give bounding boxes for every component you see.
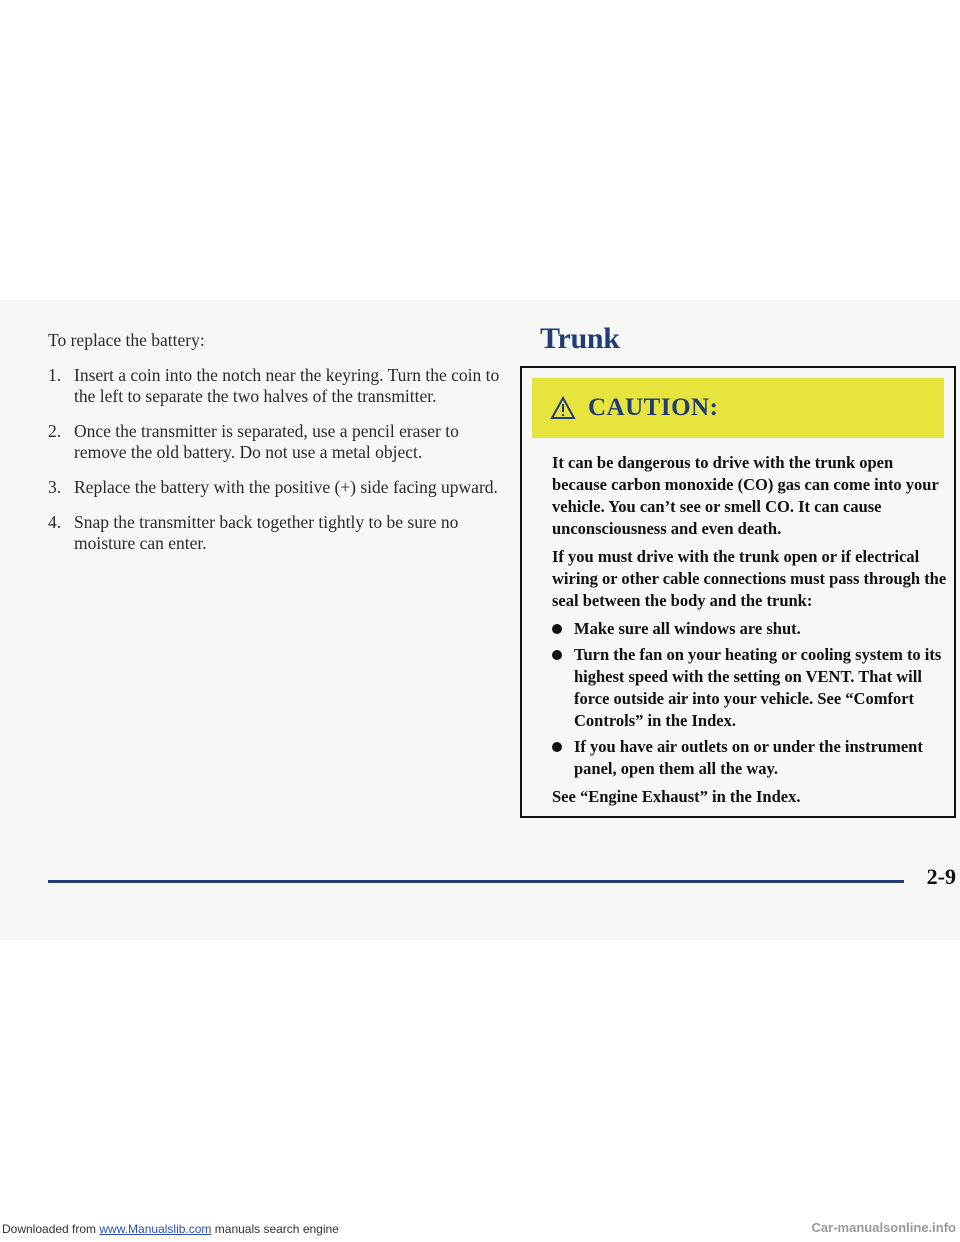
battery-step: [48, 421, 508, 463]
footer-suffix: manuals search engine: [211, 1222, 339, 1236]
bullet-text: If you have air outlets on or under the instrument panel, open them all the way.: [574, 737, 923, 778]
battery-step: [48, 512, 508, 554]
bullet-dot-icon: [552, 742, 562, 752]
caution-paragraph: If you must drive with the trunk open or if electrical wiring or other cable connections must pass through the seal between the body and the trunk:: [552, 547, 947, 610]
bullet-dot-icon: [552, 650, 562, 660]
caution-body: [552, 452, 952, 814]
bullet-text: Turn the fan on your heating or cooling system to its highest speed with the setting on VENT. That will force outside air into your vehicle. See “Comfort Controls” in the Index.: [574, 645, 942, 730]
warning-triangle-icon: [550, 396, 576, 420]
battery-step: [48, 477, 508, 498]
battery-steps-list: [48, 365, 508, 554]
section-title-trunk: Trunk: [540, 322, 620, 355]
step-text: Replace the battery with the positive (+) side facing upward.: [74, 477, 498, 497]
page-number: 2-9: [926, 864, 956, 889]
bullet-text: Make sure all windows are shut.: [574, 619, 801, 638]
battery-step: [48, 365, 508, 407]
step-number: 2.: [48, 421, 62, 441]
step-text: Insert a coin into the notch near the keyring. Turn the coin to the left to separate the two halves of the transmitter.: [74, 365, 500, 406]
manualslib-link[interactable]: www.Manualslib.com: [99, 1222, 212, 1236]
footer-prefix: Downloaded from: [2, 1222, 100, 1236]
caution-closing: See “Engine Exhaust” in the Index.: [552, 787, 801, 806]
download-footer: [2, 1222, 339, 1236]
step-number: 3.: [48, 477, 62, 497]
page-divider-rule: [48, 880, 904, 883]
step-text: Snap the transmitter back together tightly to be sure no moisture can enter.: [74, 512, 459, 553]
step-number: 4.: [48, 512, 62, 532]
caution-bullet: [552, 736, 952, 780]
watermark: Car-manualsonline.info: [811, 1220, 956, 1235]
step-number: 1.: [48, 365, 62, 385]
caution-label: CAUTION:: [588, 394, 719, 421]
caution-box: [520, 366, 956, 818]
battery-instructions: [48, 330, 508, 568]
step-text: Once the transmitter is separated, use a pencil eraser to remove the old battery. Do not use a metal object.: [74, 421, 459, 462]
caution-bullet: [552, 618, 952, 640]
caution-paragraph: It can be dangerous to drive with the trunk open because carbon monoxide (CO) gas can come into your vehicle. You can’t see or smell CO. It can cause unconsciousness and even death.: [552, 453, 939, 538]
caution-header: [532, 378, 944, 438]
caution-bullet-list: [552, 618, 952, 780]
bullet-dot-icon: [552, 624, 562, 634]
caution-bullet: [552, 644, 952, 732]
battery-intro: To replace the battery:: [48, 330, 205, 350]
